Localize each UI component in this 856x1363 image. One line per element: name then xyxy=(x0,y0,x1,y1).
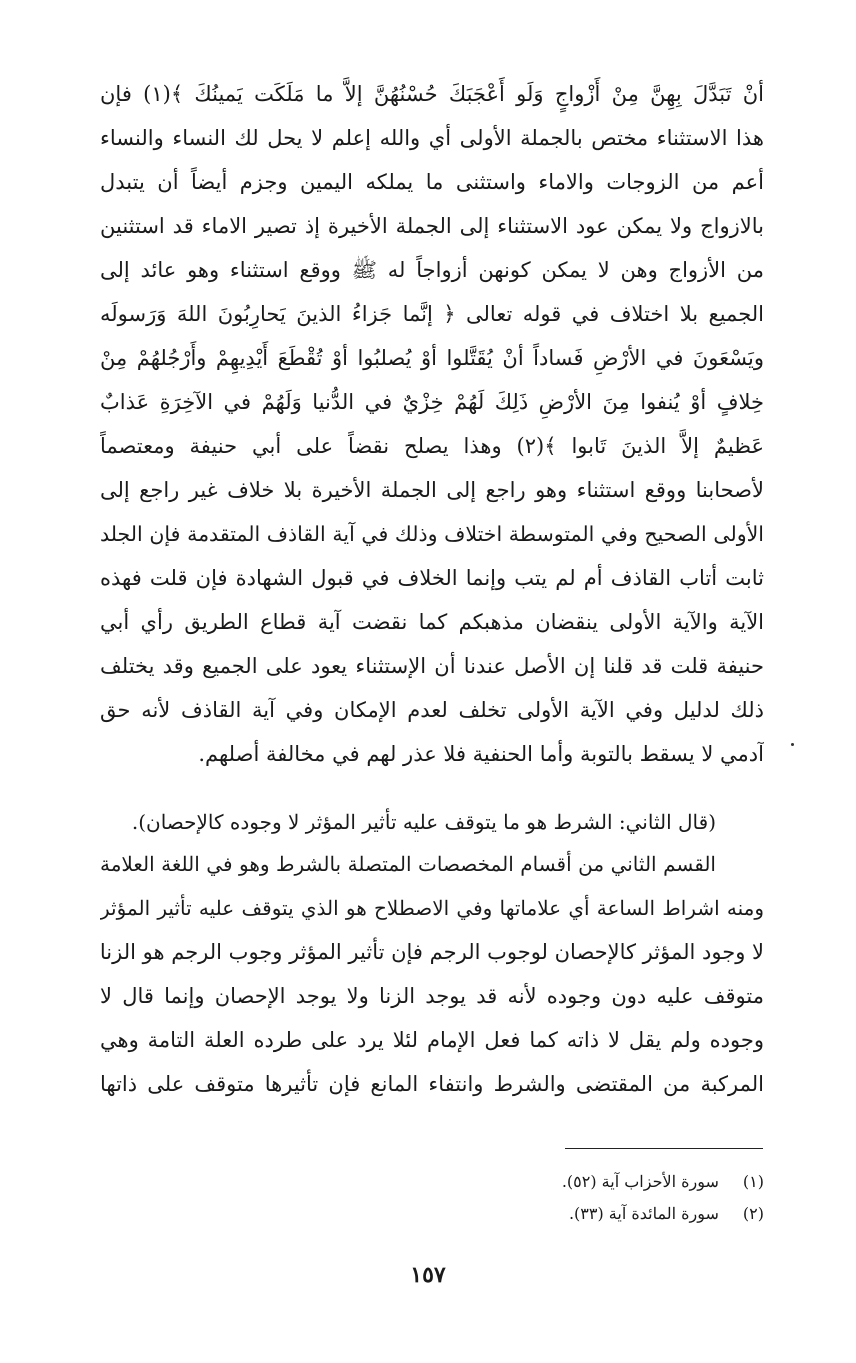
text-line: القسم الثاني من أقسام المخصصات المتصلة بالشرط وهو في اللغة العلامة xyxy=(100,852,716,876)
footnotes xyxy=(440,1166,764,1230)
text-line: أنْ تَبَدَّلَ بِهِنَّ مِنْ أَزْواجٍ وَلَو أَعْجَبَكَ حُسْنُهُنَّ إلاَّ ما مَلَكَت يَمينُكَ ﴾(١) فإن xyxy=(100,82,764,106)
text-line: آدمي لا يسقط بالتوبة وأما الحنفية فلا عذر لهم في مخالفة أصلهم. xyxy=(198,742,764,766)
text-line: ثابت أتاب القاذف أم لم يتب وإنما الخلاف في قبول الشهادة فإن قلت فهذه xyxy=(100,566,764,590)
text-line: أعم من الزوجات والاماء واستثنى ما يملكه اليمين وجزم أيضاً أن يتبدل xyxy=(100,170,764,194)
footnote-number: (٢) xyxy=(742,1204,764,1223)
text-line: لا وجود المؤثر كالإحصان لوجوب الرجم فإن تأثير المؤثر وجوب الرجم هو الزنا xyxy=(100,940,764,964)
paragraph-1 xyxy=(100,72,764,776)
text-line: الجميع بلا اختلاف في قوله تعالى ﴿ إنَّما جَزاءُ الذينَ يَحارِبُونَ اللهَ وَرَسولَه xyxy=(100,302,764,326)
text-line: حنيفة قلت قد قلنا إن الأصل عندنا أن الإستثناء يعود على الجميع وقد يختلف xyxy=(100,654,764,678)
footnote-item xyxy=(440,1198,764,1230)
text-line: بالازواج ولا يمكن عود الاستثناء إلى الجملة الأخيرة إذ تصير الاماء قد استثنين xyxy=(100,214,764,238)
footnote-text: سورة المائدة آية (٣٣). xyxy=(568,1204,719,1223)
text-line: وجوده ولم يقل لا ذاته كما فعل الإمام لئلا يرد على طرده العلة التامة وهي xyxy=(100,1028,764,1052)
text-line: لأصحابنا ووقع استثناء وهو راجع إلى الجملة الأخيرة بلا خلاف غير راجع إلى xyxy=(100,478,764,502)
text-line: ذلك لدليل وفي الآية الأولى تخلف لعدم الإمكان وفي آية القاذف لأنه حق xyxy=(100,698,764,722)
text-line: هذا الاستثناء مختص بالجملة الأولى أي والله إعلم لا يحل لك النساء والنساء xyxy=(100,126,764,150)
text-line: ومنه اشراط الساعة أي علاماتها وفي الاصطلاح هو الذي يتوقف عليه تأثير المؤثر xyxy=(100,896,764,920)
text-line: متوقف عليه دون وجوده لأنه قد يوجد الزنا ولا يوجد الإحصان وإنما قال لا xyxy=(100,984,764,1008)
text-line: المركبة من المقتضى والشرط وانتفاء المانع فإن تأثيرها متوقف على ذاتها xyxy=(100,1072,764,1096)
text-line: ويَسْعَونَ في الأرْضِ فَساداً أنْ يُقَتَّلوا أوْ يُصلبُوا أوْ تُقْطَعَ أَيْدِيهِمْ وأَرْجُلهُمْ مِنْ xyxy=(100,346,764,370)
footnote-item xyxy=(440,1166,764,1198)
text-line: الآية والآية الأولى ينقضان مذهبكم كما نقضت آية قطاع الطريق رأي أبي xyxy=(100,610,764,634)
footnote-divider xyxy=(565,1148,763,1149)
paragraph-2 xyxy=(100,842,764,1106)
section-heading xyxy=(100,800,764,844)
footnote-text: سورة الأحزاب آية (٥٢). xyxy=(561,1172,719,1191)
page-number: ١٥٧ xyxy=(410,1262,446,1288)
stray-mark xyxy=(791,743,794,746)
text-line: الأولى الصحيح وفي المتوسطة اختلاف وذلك في آية القاذف المتقدمة فإن الجلد xyxy=(100,522,764,546)
heading-text: (قال الثاني: الشرط هو ما يتوقف عليه تأثير المؤثر لا وجوده كالإحصان). xyxy=(131,810,716,834)
footnote-number: (١) xyxy=(742,1172,764,1191)
text-line: من الأزواج وهن لا يمكن كونهن أزواجاً له ﷺ ووقع استثناء وهو عائد إلى xyxy=(100,258,764,282)
text-line: عَظيمٌ إلاَّ الذينَ تَابوا ﴾(٢) وهذا يصلح نقضاً على أبي حنيفة ومعتصماً xyxy=(100,434,764,458)
text-line: خِلافٍ أوْ يُنفوا مِنَ الأرْضِ ذَلِكَ لَهُمْ خِزْيٌ في الدُّنيا وَلَهُمْ في الآخِرَةِ عَذابٌ xyxy=(100,390,764,414)
